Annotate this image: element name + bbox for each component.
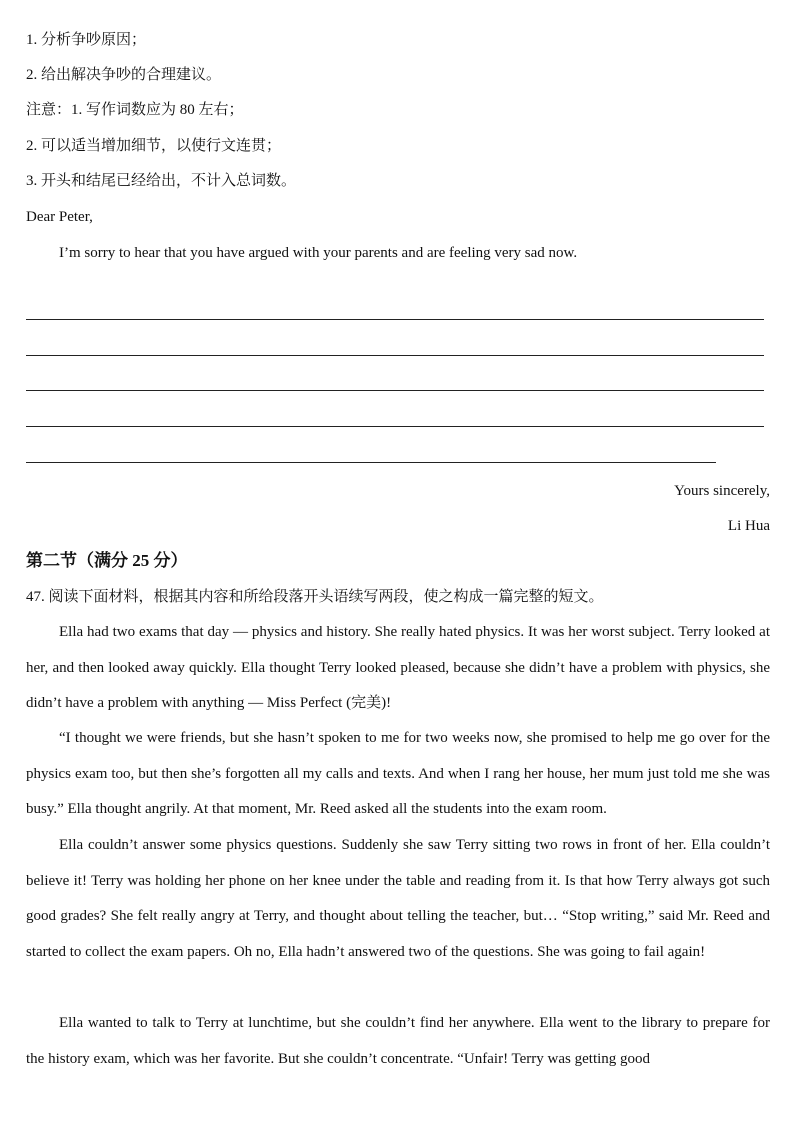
story-paragraph: Ella couldn’t answer some physics questions. Suddenly she saw Terry sitting two rows in front of her. Ella couldn’t believe it! Terry was holding her phone on her knee under the table and reading from it. Is that how Terry always got such good grades? She felt really angry at Terry, and thought about telling the teacher, but… “Stop writing,” said Mr. Reed and started to collect the exam papers. Oh no, Ella hadn’t answered two of the questions. She was going to fail again! (26, 837, 770, 960)
story-paragraph: “I thought we were friends, but she hasn’t spoken to me for two weeks now, she promised to help me go over for the physics exam too, but then she’s forgotten all my calls and texts. And when I rang her house, her mum just told me she was busy.” Ella thought angrily. At that moment, Mr. Reed asked all the students into the exam room. (26, 730, 770, 817)
note-3: 3. 开头和结尾已经给出，不计入总词数。 (26, 173, 297, 189)
letter-signature: Li Hua (727, 518, 770, 534)
note-1: 注意：1. 写作词数应为 80 左右； (26, 102, 244, 118)
letter-salutation: Dear Peter, (26, 209, 93, 225)
answer-line (26, 355, 764, 356)
instruction-item-1: 1. 分析争吵原因； (26, 32, 147, 48)
answer-line (26, 390, 764, 391)
section-title: 第二节（满分 25 分） (26, 551, 188, 570)
story-paragraph: Ella wanted to talk to Terry at lunchtime, but she couldn’t find her anywhere. Ella went to the library to prepare for the history exam, which was her favorite. But she couldn’t concentrate. “Unfair! Terry was getting good (26, 1015, 770, 1067)
letter-opening: I’m sorry to hear that you have argued with your parents and are feeling very sad now. (59, 245, 578, 261)
letter-closing: Yours sincerely, (674, 483, 770, 499)
answer-line (26, 319, 764, 320)
answer-line (26, 426, 764, 427)
story-paragraph: Ella had two exams that day — physics and history. She really hated physics. It was her worst subject. Terry looked at her, and then looked away quickly. Ella thought Terry looked pleased, because she didn’t have a problem with physics, she didn’t have a problem with anything — Miss Perfect (完美)! (26, 624, 770, 711)
note-2: 2. 可以适当增加细节，以使行文连贯； (26, 138, 282, 154)
instruction-item-2: 2. 给出解决争吵的合理建议。 (26, 67, 222, 83)
question-prompt: 47. 阅读下面材料，根据其内容和所给段落开头语续写两段，使之构成一篇完整的短文。 (26, 589, 604, 605)
answer-line (26, 462, 716, 463)
